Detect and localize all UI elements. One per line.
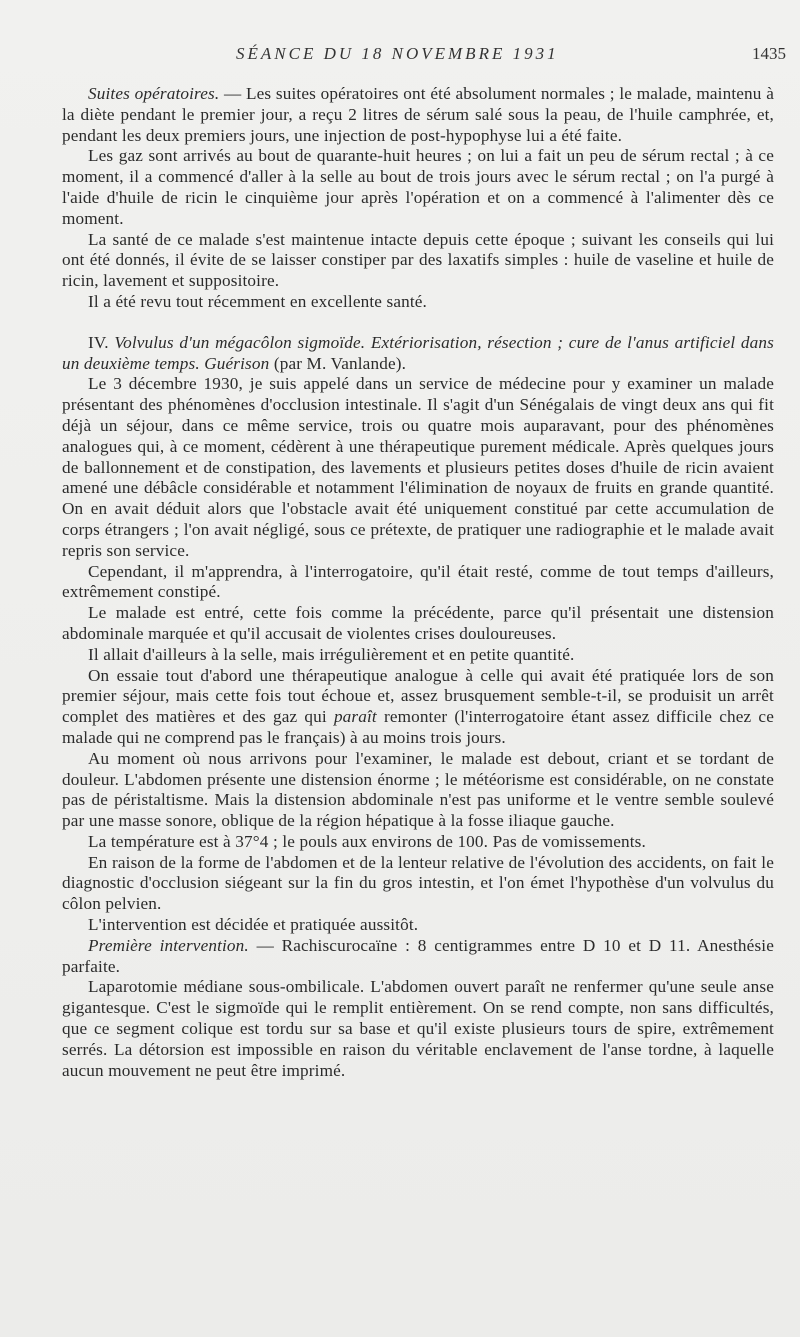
- section-title: Volvulus d'un mégacôlon sigmoïde. Extériorisation, résection ; cure de l'anus artificiel dans un deuxième temps. Guérison: [62, 332, 774, 373]
- page-number: 1435: [752, 44, 786, 63]
- paragraph-text: — Les suites opératoires ont été absolument normales ; le malade, maintenu à la diète pendant le premier jour, a reçu 2 litres de sérum salé sous la peau, de l'huile camphrée, et, pendant les deux premiers jours, une injection de post-hypophyse lui a été faite.: [62, 84, 774, 145]
- paragraph-lead: Première intervention.: [88, 935, 249, 955]
- paragraph: [62, 84, 774, 146]
- paragraph: L'intervention est décidée et pratiquée aussitôt.: [88, 915, 419, 935]
- paragraph-text: On essaie tout d'abord une thérapeutique analogue à celle qui avait été pratiquée lors de son premier séjour, mais cette fois tout échoue et, assez brusquement semble-t-il, se produisit un arrêt complet des matières et des gaz qui: [62, 665, 774, 727]
- section-spacer: [62, 313, 774, 333]
- paragraph: [62, 936, 774, 978]
- paragraph: Au moment où nous arrivons pour l'examiner, le malade est debout, criant et se tordant de douleur. L'abdomen présente une distension énorme ; le météorisme est considérable, on ne constate pas de péristaltisme. Mais la distension abdominale n'est pas uniforme et le ventre semble soulevé par une masse sonore, oblique de la région hépatique à la fosse iliaque gauche.: [62, 748, 774, 831]
- body-text: [62, 84, 774, 1081]
- paragraph: Il a été revu tout récemment en excellente santé.: [88, 291, 427, 311]
- paragraph-text: remonter (l'interrogatoire étant assez difficile chez ce malade qui ne comprend pas le français) à au moins trois jours.: [62, 707, 774, 747]
- paragraph: Les gaz sont arrivés au bout de quarante-huit heures ; on lui a fait un peu de sérum rectal ; à ce moment, il a commencé d'aller à la selle au bout de trois jours avec le sérum rectal ; on l'a purgé à l'aide d'huile de ricin le cinquième jour après l'opération et on a commencé à l'alimenter dès ce moment.: [62, 146, 774, 228]
- paragraph: En raison de la forme de l'abdomen et de la lenteur relative de l'évolution des accidents, on fait le diagnostic d'occlusion siégeant sur la fin du gros intestin, et l'on émet l'hypothèse d'un volvulus du côlon pelvien.: [62, 852, 774, 914]
- paragraph: Le malade est entré, cette fois comme la précédente, parce qu'il présentait une distension abdominale marquée et qu'il accusait de violentes crises douloureuses.: [62, 603, 774, 643]
- section-number: IV.: [88, 332, 109, 352]
- paragraph: La santé de ce malade s'est maintenue intacte depuis cette époque ; suivant les conseils qui lui ont été donnés, il évite de se laisser constiper par des laxatifs simples : huile de vaseline et huile de ricin, lavement et suppositoire.: [62, 229, 774, 291]
- paragraph: Le 3 décembre 1930, je suis appelé dans un service de médecine pour y examiner un malade présentant des phénomènes d'occlusion intestinale. Il s'agit d'un Sénégalais de vingt deux ans qui fit déjà un séjour, dans ce même service, trois ou quatre mois auparavant, pour des phénomènes analogues qui, à ce moment, cédèrent à une thérapeutique purement médicale. Après quelques jours de ballonnement et de constipation, des lavements et plusieurs petites doses d'huile de ricin avaient amené une débâcle considérable et notamment l'élimination de noyaux de fruits en grande quantité. On en avait déduit alors que l'obstacle avait été uniquement constitué par cette accumulation de corps étrangers ; l'on avait négligé, sous ce prétexte, de pratiquer une radiographie et le malade avait repris son service.: [62, 374, 774, 560]
- section-author: (par M. Vanlande).: [273, 353, 407, 373]
- paragraph: Laparotomie médiane sous-ombilicale. L'abdomen ouvert paraît ne renfermer qu'une seule anse gigantesque. C'est le sigmoïde qui le remplit entièrement. On se rend compte, non sans difficultés, que ce segment colique est tordu sur sa base et qu'il existe plusieurs tours de spire, extrêmement serrés. La détorsion est impossible en raison du véritable enclavement de l'anse tordne, à laquelle aucun mouvement ne peut être imprimé.: [62, 977, 774, 1080]
- paragraph: [62, 666, 774, 749]
- paragraph: La température est à 37°4 ; le pouls aux environs de 100. Pas de vomissements.: [88, 831, 646, 851]
- running-title: SÉANCE DU 18 NOVEMBRE 1931: [236, 44, 559, 63]
- paragraph-text: — Rachiscurocaïne : 8 centigrammes entre D 10 et D 11. Anesthésie parfaite.: [62, 935, 774, 976]
- paragraph: Cependant, il m'apprendra, à l'interrogatoire, qu'il était resté, comme de tout temps d'ailleurs, extrêmement constipé.: [62, 561, 774, 602]
- paragraph-lead: Suites opératoires.: [88, 84, 220, 103]
- section-heading: [62, 333, 774, 375]
- running-header: [0, 44, 800, 68]
- italic-word: paraît: [333, 707, 377, 727]
- paragraph: Il allait d'ailleurs à la selle, mais irrégulièrement et en petite quantité.: [88, 644, 575, 664]
